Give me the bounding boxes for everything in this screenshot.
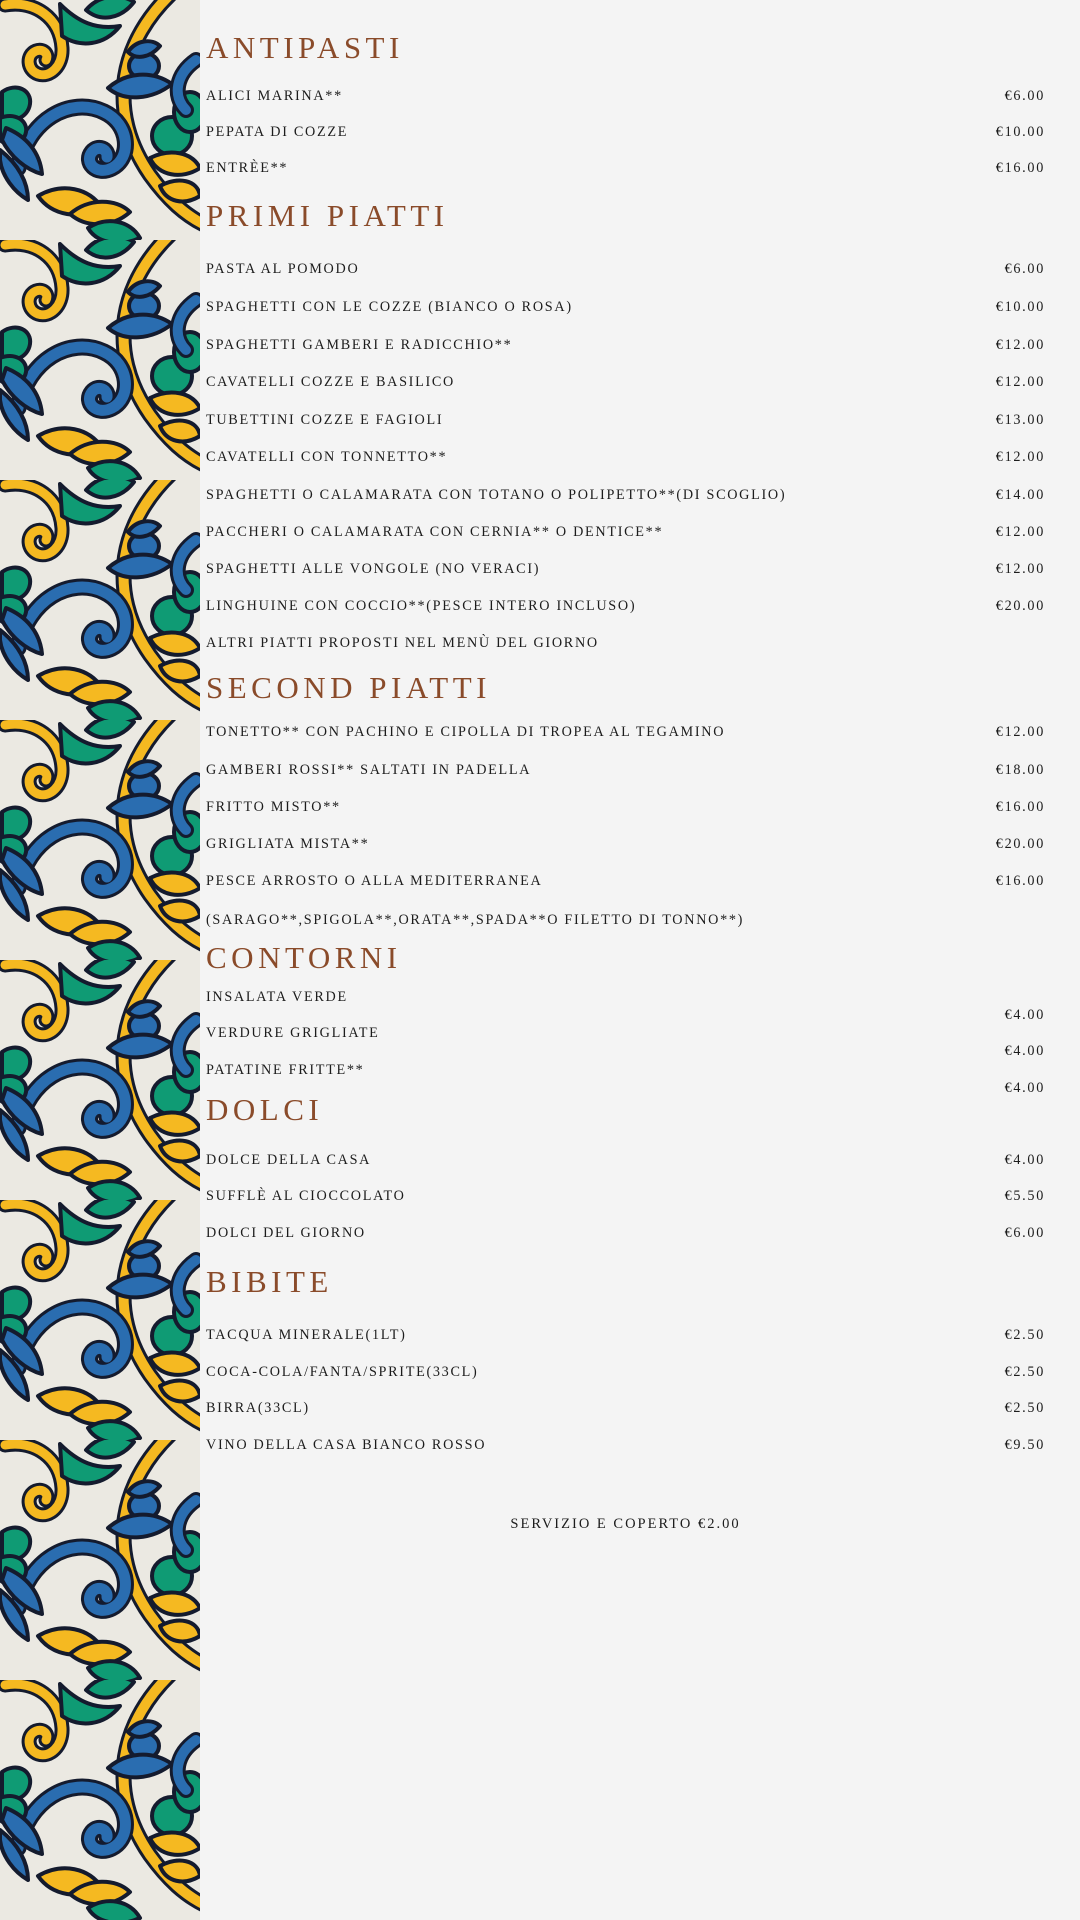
menu-item-name: LINGHUINE CON COCCIO**(PESCE INTERO INCLUSO) — [206, 598, 637, 614]
menu-item-price: €4.00 — [1004, 1080, 1045, 1096]
menu-row — [206, 1025, 1045, 1059]
menu-item-price: €4.00 — [1004, 1152, 1045, 1168]
menu-content — [200, 0, 1080, 1920]
menu-item-name: ENTRÈE** — [206, 160, 289, 176]
menu-row — [206, 1327, 1045, 1344]
menu-item-price: €9.50 — [1004, 1437, 1045, 1453]
menu-row — [206, 487, 1045, 504]
menu-item-name: INSALATA VERDE — [206, 989, 348, 1005]
menu-item-price: €6.00 — [1004, 88, 1045, 104]
menu-row — [206, 374, 1045, 391]
tile-unit — [0, 1680, 200, 1920]
menu-row — [206, 799, 1045, 816]
menu-item-name: BIRRA(33CL) — [206, 1400, 310, 1416]
menu-item-price: €5.50 — [1004, 1188, 1045, 1204]
menu-row — [206, 449, 1045, 466]
menu-item-price: €10.00 — [995, 124, 1045, 140]
tile-unit — [0, 720, 200, 960]
menu-item-name: PESCE ARROSTO O ALLA MEDITERRANEA — [206, 873, 543, 889]
menu-item-name: DOLCE DELLA CASA — [206, 1152, 372, 1168]
menu-item-price: €13.00 — [995, 412, 1045, 428]
section-title-dolci: DOLCI — [206, 1092, 324, 1127]
service-charge-footer: SERVIZIO E COPERTO €2.00 — [510, 1516, 741, 1532]
menu-item-name: FRITTO MISTO** — [206, 799, 341, 815]
menu-row — [206, 1062, 1045, 1096]
tile-unit — [0, 1200, 200, 1440]
menu-row — [206, 762, 1045, 779]
section-note: (SARAGO**,SPIGOLA**,ORATA**,SPADA**O FILETTO DI TONNO**) — [206, 912, 745, 928]
menu-row — [206, 261, 1045, 278]
menu-item-name: TONETTO** CON PACHINO E CIPOLLA DI TROPEA AL TEGAMINO — [206, 724, 726, 740]
menu-item-name: PACCHERI O CALAMARATA CON CERNIA** O DENTICE** — [206, 524, 664, 540]
menu-item-name: CAVATELLI COZZE E BASILICO — [206, 374, 455, 390]
menu-item-name: PEPATA DI COZZE — [206, 124, 349, 140]
tile-unit — [0, 240, 200, 480]
menu-item-price: €12.00 — [995, 374, 1045, 390]
menu-item-price: €2.50 — [1004, 1364, 1045, 1380]
menu-row — [206, 598, 1045, 615]
menu-item-name: SPAGHETTI ALLE VONGOLE (NO VERACI) — [206, 561, 541, 577]
menu-item-price: €16.00 — [995, 873, 1045, 889]
menu-item-name: SPAGHETTI CON LE COZZE (BIANCO O ROSA) — [206, 299, 573, 315]
section-title-bibite: BIBITE — [206, 1264, 333, 1299]
menu-item-name: SPAGHETTI GAMBERI E RADICCHIO** — [206, 337, 513, 353]
menu-item-name: DOLCI DEL GIORNO — [206, 1225, 366, 1241]
menu-item-price: €12.00 — [995, 337, 1045, 353]
menu-row — [206, 1437, 1045, 1454]
menu-item-name: TACQUA MINERALE(1LT) — [206, 1327, 407, 1343]
menu-item-price: €20.00 — [995, 598, 1045, 614]
menu-row — [206, 160, 1045, 177]
menu-row — [206, 299, 1045, 316]
menu-row — [206, 989, 1045, 1023]
menu-item-name: GRIGLIATA MISTA** — [206, 836, 370, 852]
menu-item-price: €6.00 — [1004, 1225, 1045, 1241]
tile-unit — [0, 0, 200, 240]
menu-item-name: TUBETTINI COZZE E FAGIOLI — [206, 412, 444, 428]
tile-unit — [0, 1440, 200, 1680]
menu-item-price: €10.00 — [995, 299, 1045, 315]
menu-item-price: €2.50 — [1004, 1327, 1045, 1343]
menu-item-price: €12.00 — [995, 561, 1045, 577]
menu-item-price: €4.00 — [1004, 1043, 1045, 1059]
menu-row — [206, 524, 1045, 541]
menu-item-price: €18.00 — [995, 762, 1045, 778]
menu-item-price: €2.50 — [1004, 1400, 1045, 1416]
menu-item-price: €12.00 — [995, 524, 1045, 540]
menu-item-name: VINO DELLA CASA BIANCO ROSSO — [206, 1437, 487, 1453]
menu-row — [206, 337, 1045, 354]
menu-row — [206, 1188, 1045, 1205]
tile-unit — [0, 960, 200, 1200]
menu-item-price: €14.00 — [995, 487, 1045, 503]
menu-item-price: €20.00 — [995, 836, 1045, 852]
menu-item-name: PASTA AL POMODO — [206, 261, 360, 277]
menu-row — [206, 561, 1045, 578]
menu-row — [206, 1152, 1045, 1169]
menu-item-price: €12.00 — [995, 449, 1045, 465]
menu-row — [206, 88, 1045, 105]
menu-item-name: CAVATELLI CON TONNETTO** — [206, 449, 448, 465]
menu-row — [206, 1364, 1045, 1381]
menu-item-name: COCA-COLA/FANTA/SPRITE(33CL) — [206, 1364, 479, 1380]
menu-item-price: €16.00 — [995, 160, 1045, 176]
tile-unit — [0, 480, 200, 720]
menu-row — [206, 724, 1045, 741]
section-title-second-piatti: SECOND PIATTI — [206, 670, 491, 705]
section-title-antipasti: ANTIPASTI — [206, 30, 404, 65]
section-note: ALTRI PIATTI PROPOSTI NEL MENÙ DEL GIORNO — [206, 635, 599, 651]
menu-item-price: €16.00 — [995, 799, 1045, 815]
menu-item-name: ALICI MARINA** — [206, 88, 343, 104]
menu-item-name: PATATINE FRITTE** — [206, 1062, 365, 1078]
menu-item-price: €4.00 — [1004, 1007, 1045, 1023]
menu-row — [206, 1400, 1045, 1417]
menu-row — [206, 124, 1045, 141]
menu-item-name: SPAGHETTI O CALAMARATA CON TOTANO O POLIPETTO**(DI SCOGLIO) — [206, 487, 787, 503]
menu-item-name: SUFFLÈ AL CIOCCOLATO — [206, 1188, 406, 1204]
menu-item-price: €6.00 — [1004, 261, 1045, 277]
menu-item-price: €12.00 — [995, 724, 1045, 740]
decorative-tile-border — [0, 0, 200, 1920]
menu-item-name: VERDURE GRIGLIATE — [206, 1025, 380, 1041]
menu-row — [206, 1225, 1045, 1242]
section-title-contorni: CONTORNI — [206, 940, 402, 975]
menu-row — [206, 836, 1045, 853]
menu-row — [206, 873, 1045, 890]
menu-item-name: GAMBERI ROSSI** SALTATI IN PADELLA — [206, 762, 532, 778]
menu-row — [206, 412, 1045, 429]
section-title-primi-piatti: PRIMI PIATTI — [206, 198, 449, 233]
